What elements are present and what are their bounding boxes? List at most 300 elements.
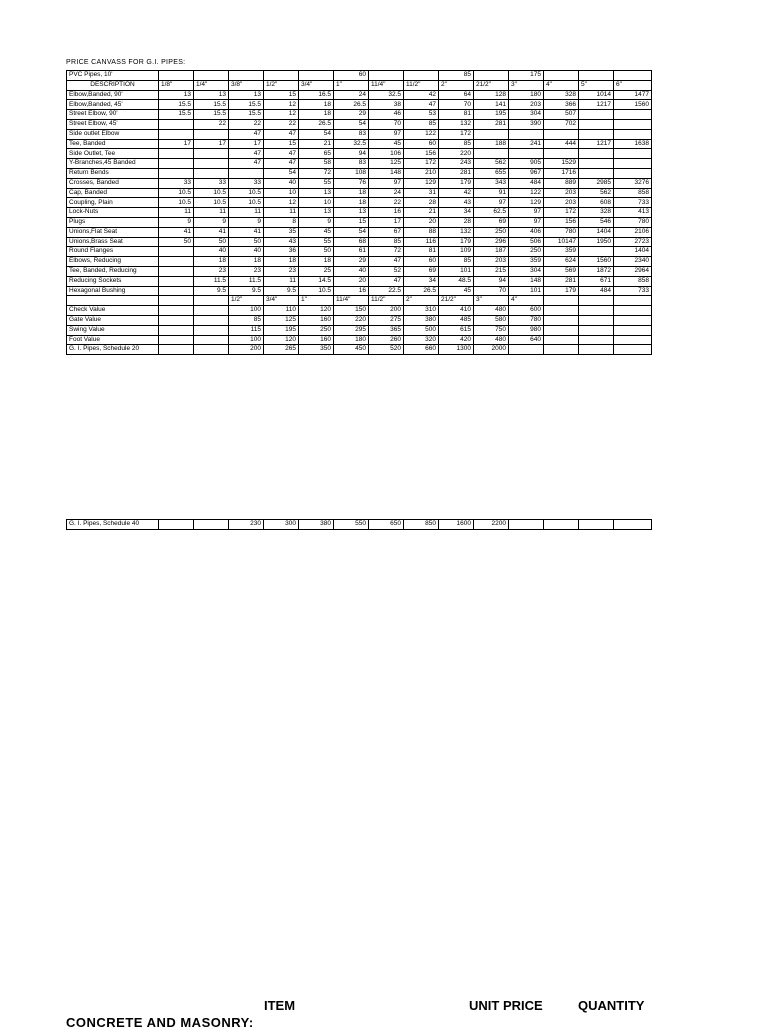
price-cell: 34 [404,276,439,286]
description-cell: Round Flanges [67,247,159,257]
price-cell [194,325,229,335]
description-cell: G. I. Pipes, Schedule 20 [67,345,159,355]
price-cell [229,71,264,81]
price-cell [614,149,652,159]
price-cell: 11 [159,208,194,218]
price-cell [264,71,299,81]
price-cell: 24 [369,188,404,198]
price-cell [194,71,229,81]
price-cell [159,168,194,178]
price-cell: 29 [334,257,369,267]
price-cell: 380 [299,520,334,530]
price-cell [614,315,652,325]
price-cell [614,306,652,316]
price-cell [544,296,579,306]
price-cell: 28 [439,217,474,227]
description-cell: Street Elbow, 45' [67,119,159,129]
description-cell: Tee, Banded, Reducing [67,266,159,276]
price-cell: 889 [544,178,579,188]
price-cell: 15 [264,90,299,100]
price-cell [579,119,614,129]
price-cell: 1560 [614,100,652,110]
price-cell [159,159,194,169]
price-cell: 34 [439,208,474,218]
price-cell: 733 [614,286,652,296]
price-cell: 9.5 [264,286,299,296]
table-row [67,139,652,149]
price-cell: 328 [579,208,614,218]
price-cell: 21 [404,208,439,218]
price-cell: 160 [299,335,334,345]
table-row [67,520,652,530]
price-cell: 9 [194,217,229,227]
price-cell: 128 [474,90,509,100]
price-cell: 780 [544,227,579,237]
price-cell: 180 [334,335,369,345]
price-cell: 17 [369,217,404,227]
price-cell: 1560 [579,257,614,267]
price-cell: 33 [229,178,264,188]
price-cell: 132 [439,119,474,129]
price-cell [159,276,194,286]
price-cell: 22 [229,119,264,129]
price-cell: 15.5 [229,100,264,110]
price-cell: 10.5 [159,188,194,198]
price-cell: 9 [299,217,334,227]
price-cell: 15.5 [194,110,229,120]
price-cell: 31 [404,188,439,198]
price-cell: 9.5 [229,286,264,296]
price-cell [579,345,614,355]
price-cell: 858 [614,276,652,286]
price-cell: 967 [509,168,544,178]
price-cell: 13 [299,208,334,218]
price-cell: 3/4" [264,296,299,306]
price-cell: 304 [509,266,544,276]
price-cell: 40 [194,247,229,257]
price-cell: 12 [264,100,299,110]
price-cell: 1014 [579,90,614,100]
table-row [67,71,652,81]
price-cell: 28 [404,198,439,208]
price-cell: 485 [439,315,474,325]
price-cell: 85 [229,315,264,325]
price-cell: 100 [229,306,264,316]
price-cell [159,129,194,139]
table-row [67,325,652,335]
price-cell: 47 [404,100,439,110]
price-cell: 106 [369,149,404,159]
price-cell: 187 [474,247,509,257]
price-cell: 480 [474,335,509,345]
price-cell [614,129,652,139]
price-cell: 406 [509,227,544,237]
price-cell: 546 [579,217,614,227]
price-cell: 11 [264,208,299,218]
price-cell: 45 [299,227,334,237]
description-cell: Check Value [67,306,159,316]
price-cell [579,149,614,159]
price-cell [159,149,194,159]
price-cell: 15.5 [229,110,264,120]
price-cell: 195 [474,110,509,120]
price-cell: 47 [264,159,299,169]
table-row [67,266,652,276]
price-cell: 295 [334,325,369,335]
price-cell: 97 [509,217,544,227]
price-cell: 50 [299,247,334,257]
price-cell [474,71,509,81]
price-cell: 250 [299,325,334,335]
price-cell [404,71,439,81]
price-cell: 243 [439,159,474,169]
price-cell: 22.5 [369,286,404,296]
description-cell: Lock-Nuts [67,208,159,218]
price-cell: 91 [474,188,509,198]
price-cell: 480 [474,306,509,316]
price-cell: 2964 [614,266,652,276]
price-cell: 179 [439,237,474,247]
table-row [67,315,652,325]
price-cell [544,315,579,325]
price-cell: 172 [404,159,439,169]
description-cell: Side outlet Elbow [67,129,159,139]
price-cell: 11 [264,276,299,286]
table-row [67,149,652,159]
price-cell: 23 [194,266,229,276]
price-cell: 43 [439,198,474,208]
price-cell: 1404 [579,227,614,237]
price-cell [579,168,614,178]
price-cell: 24 [334,90,369,100]
price-cell: 18 [229,257,264,267]
price-cell: 3/4" [299,80,334,90]
price-cell: 410 [439,306,474,316]
price-cell: 45 [439,286,474,296]
price-cell: 97 [369,129,404,139]
price-cell: 26.5 [404,286,439,296]
price-cell: 15 [264,139,299,149]
price-cell [614,71,652,81]
price-cell: 72 [299,168,334,178]
price-cell: 47 [229,149,264,159]
price-cell: 1/2" [229,296,264,306]
price-cell: 47 [369,276,404,286]
table-row [67,208,652,218]
price-cell: 47 [229,159,264,169]
description-cell: Foot Value [67,335,159,345]
description-cell: Swing Value [67,325,159,335]
price-cell: 10.5 [229,188,264,198]
price-cell: 310 [404,306,439,316]
price-cell: 60 [334,71,369,81]
price-cell [159,345,194,355]
price-cell: 858 [614,188,652,198]
price-cell: 85 [439,71,474,81]
price-cell: 11 [229,208,264,218]
price-cell [194,345,229,355]
price-cell: 359 [509,257,544,267]
price-cell: 101 [509,286,544,296]
price-cell: 203 [474,257,509,267]
price-cell: 120 [264,335,299,345]
price-cell: 3276 [614,178,652,188]
price-cell: 115 [229,325,264,335]
price-cell: 125 [369,159,404,169]
price-cell: 94 [334,149,369,159]
quantity-heading: QUANTITY [578,998,645,1013]
price-cell: 23 [229,266,264,276]
price-cell: 203 [544,188,579,198]
price-cell: 5" [579,80,614,90]
price-cell: 10147 [544,237,579,247]
price-cell: 13 [334,208,369,218]
price-cell [194,335,229,345]
price-cell: 58 [299,159,334,169]
price-cell: 733 [614,198,652,208]
price-cell: 69 [404,266,439,276]
price-cell: 65 [299,149,334,159]
description-cell: Coupling, Plain [67,198,159,208]
description-cell: Hexagonal Bushing [67,286,159,296]
price-cell: 500 [404,325,439,335]
price-cell [194,296,229,306]
price-cell [159,296,194,306]
price-cell: 9 [159,217,194,227]
price-cell [614,335,652,345]
price-cell: 1716 [544,168,579,178]
description-cell: PVC Pipes, 10' [67,71,159,81]
price-cell [159,119,194,129]
price-cell: 15 [334,217,369,227]
table-row [67,100,652,110]
price-cell [614,296,652,306]
price-cell: 54 [334,119,369,129]
price-cell: 40 [229,247,264,257]
table-row [67,286,652,296]
price-cell: 54 [299,129,334,139]
price-cell: 46 [369,110,404,120]
price-cell: 2106 [614,227,652,237]
price-cell: 40 [264,178,299,188]
price-cell [579,296,614,306]
price-cell: 45 [369,139,404,149]
price-cell: 4" [544,80,579,90]
price-cell: 200 [369,306,404,316]
price-cell: 35 [264,227,299,237]
price-table [66,70,652,355]
price-cell: 70 [474,286,509,296]
description-cell: Elbow,Banded, 90' [67,90,159,100]
price-cell: 1" [299,296,334,306]
price-cell: 172 [439,129,474,139]
price-cell: 20 [404,217,439,227]
price-cell: 10.5 [299,286,334,296]
price-cell: 17 [159,139,194,149]
price-cell: 13 [299,188,334,198]
table-row [67,168,652,178]
price-cell: 2" [439,80,474,90]
price-cell [614,110,652,120]
price-cell: 12 [264,198,299,208]
price-cell [159,325,194,335]
price-cell: 195 [264,325,299,335]
price-cell: 85 [404,119,439,129]
price-cell: 48.5 [439,276,474,286]
price-cell: 122 [509,188,544,198]
price-cell [544,520,579,530]
price-cell: 320 [404,335,439,345]
price-cell: 750 [474,325,509,335]
description-cell: Unions,Brass Seat [67,237,159,247]
price-cell [579,315,614,325]
price-cell: 420 [439,335,474,345]
price-cell [579,159,614,169]
price-cell [544,335,579,345]
price-cell: 50 [159,237,194,247]
price-cell: 47 [264,129,299,139]
item-heading: ITEM [264,998,296,1013]
price-cell [579,129,614,139]
price-cell: 2000 [474,345,509,355]
price-cell: 42 [439,188,474,198]
price-cell [159,520,194,530]
description-cell: Plugs [67,217,159,227]
price-cell: 179 [439,178,474,188]
table-row [67,110,652,120]
table-row [67,257,652,267]
price-cell: 3" [474,296,509,306]
price-cell: 18 [334,198,369,208]
price-cell: 220 [439,149,474,159]
price-cell [474,149,509,159]
price-cell: 41 [229,227,264,237]
price-cell: 150 [334,306,369,316]
price-cell: 380 [404,315,439,325]
price-cell: 10.5 [229,198,264,208]
price-cell: 15.5 [194,100,229,110]
price-cell: 36 [264,247,299,257]
price-cell [509,345,544,355]
schedule-40-table [66,519,652,530]
price-cell: 260 [369,335,404,345]
price-cell: 608 [579,198,614,208]
price-cell: 624 [544,257,579,267]
price-cell: 175 [509,71,544,81]
price-cell [159,247,194,257]
price-cell: 156 [544,217,579,227]
price-cell [194,129,229,139]
price-cell: 22 [264,119,299,129]
price-cell: 520 [369,345,404,355]
price-cell [544,345,579,355]
price-cell: 1950 [579,237,614,247]
price-cell [544,149,579,159]
price-cell: 13 [229,90,264,100]
price-cell: 1" [334,80,369,90]
price-cell: 60 [404,139,439,149]
price-cell: 85 [439,257,474,267]
price-cell: 1300 [439,345,474,355]
price-cell: 580 [474,315,509,325]
price-cell: 507 [544,110,579,120]
description-cell: Elbows, Reducing [67,257,159,267]
price-cell [194,159,229,169]
price-cell [159,315,194,325]
price-cell: 296 [474,237,509,247]
price-cell [194,149,229,159]
price-cell: 10.5 [194,198,229,208]
price-cell: 81 [439,110,474,120]
price-cell: 47 [369,257,404,267]
price-cell: 129 [404,178,439,188]
price-cell: 702 [544,119,579,129]
price-cell: 1529 [544,159,579,169]
price-cell: 1600 [439,520,474,530]
price-cell: 780 [509,315,544,325]
description-cell: Street Elbow, 90' [67,110,159,120]
price-cell [369,71,404,81]
price-cell: 52 [369,266,404,276]
price-cell: 8 [264,217,299,227]
price-cell: 350 [299,345,334,355]
table-row [67,306,652,316]
price-cell: 17 [194,139,229,149]
price-cell: 70 [439,100,474,110]
unit-price-heading: UNIT PRICE [469,998,543,1013]
price-cell: 780 [614,217,652,227]
price-cell: 15.5 [159,110,194,120]
price-cell: 11/2" [404,80,439,90]
price-cell: 156 [404,149,439,159]
price-cell: 2985 [579,178,614,188]
price-cell [614,168,652,178]
table-row [67,188,652,198]
price-cell: 29 [334,110,369,120]
price-cell: 10.5 [194,188,229,198]
price-cell [509,129,544,139]
price-cell: 69 [474,217,509,227]
table-row [67,237,652,247]
table-row [67,276,652,286]
price-cell: 2340 [614,257,652,267]
price-cell [194,315,229,325]
price-cell: 26.5 [299,119,334,129]
price-cell [579,247,614,257]
price-cell: 230 [229,520,264,530]
section-heading: CONCRETE AND MASONRY: [66,1015,254,1030]
price-cell: 148 [369,168,404,178]
price-cell: 366 [544,100,579,110]
description-cell: Cap, Banded [67,188,159,198]
price-cell: 328 [544,90,579,100]
price-cell: 484 [509,178,544,188]
price-cell: 6" [614,80,652,90]
price-cell: 18 [299,100,334,110]
price-cell [579,71,614,81]
price-cell: 110 [264,306,299,316]
description-cell: DESCRIPTION [67,80,159,90]
price-cell: 210 [404,168,439,178]
description-cell: Tee, Banded [67,139,159,149]
price-cell [544,129,579,139]
price-cell: 76 [334,178,369,188]
table-row [67,80,652,90]
price-cell: 42 [404,90,439,100]
price-cell: 38 [369,100,404,110]
price-cell: 81 [404,247,439,257]
price-cell: 88 [404,227,439,237]
